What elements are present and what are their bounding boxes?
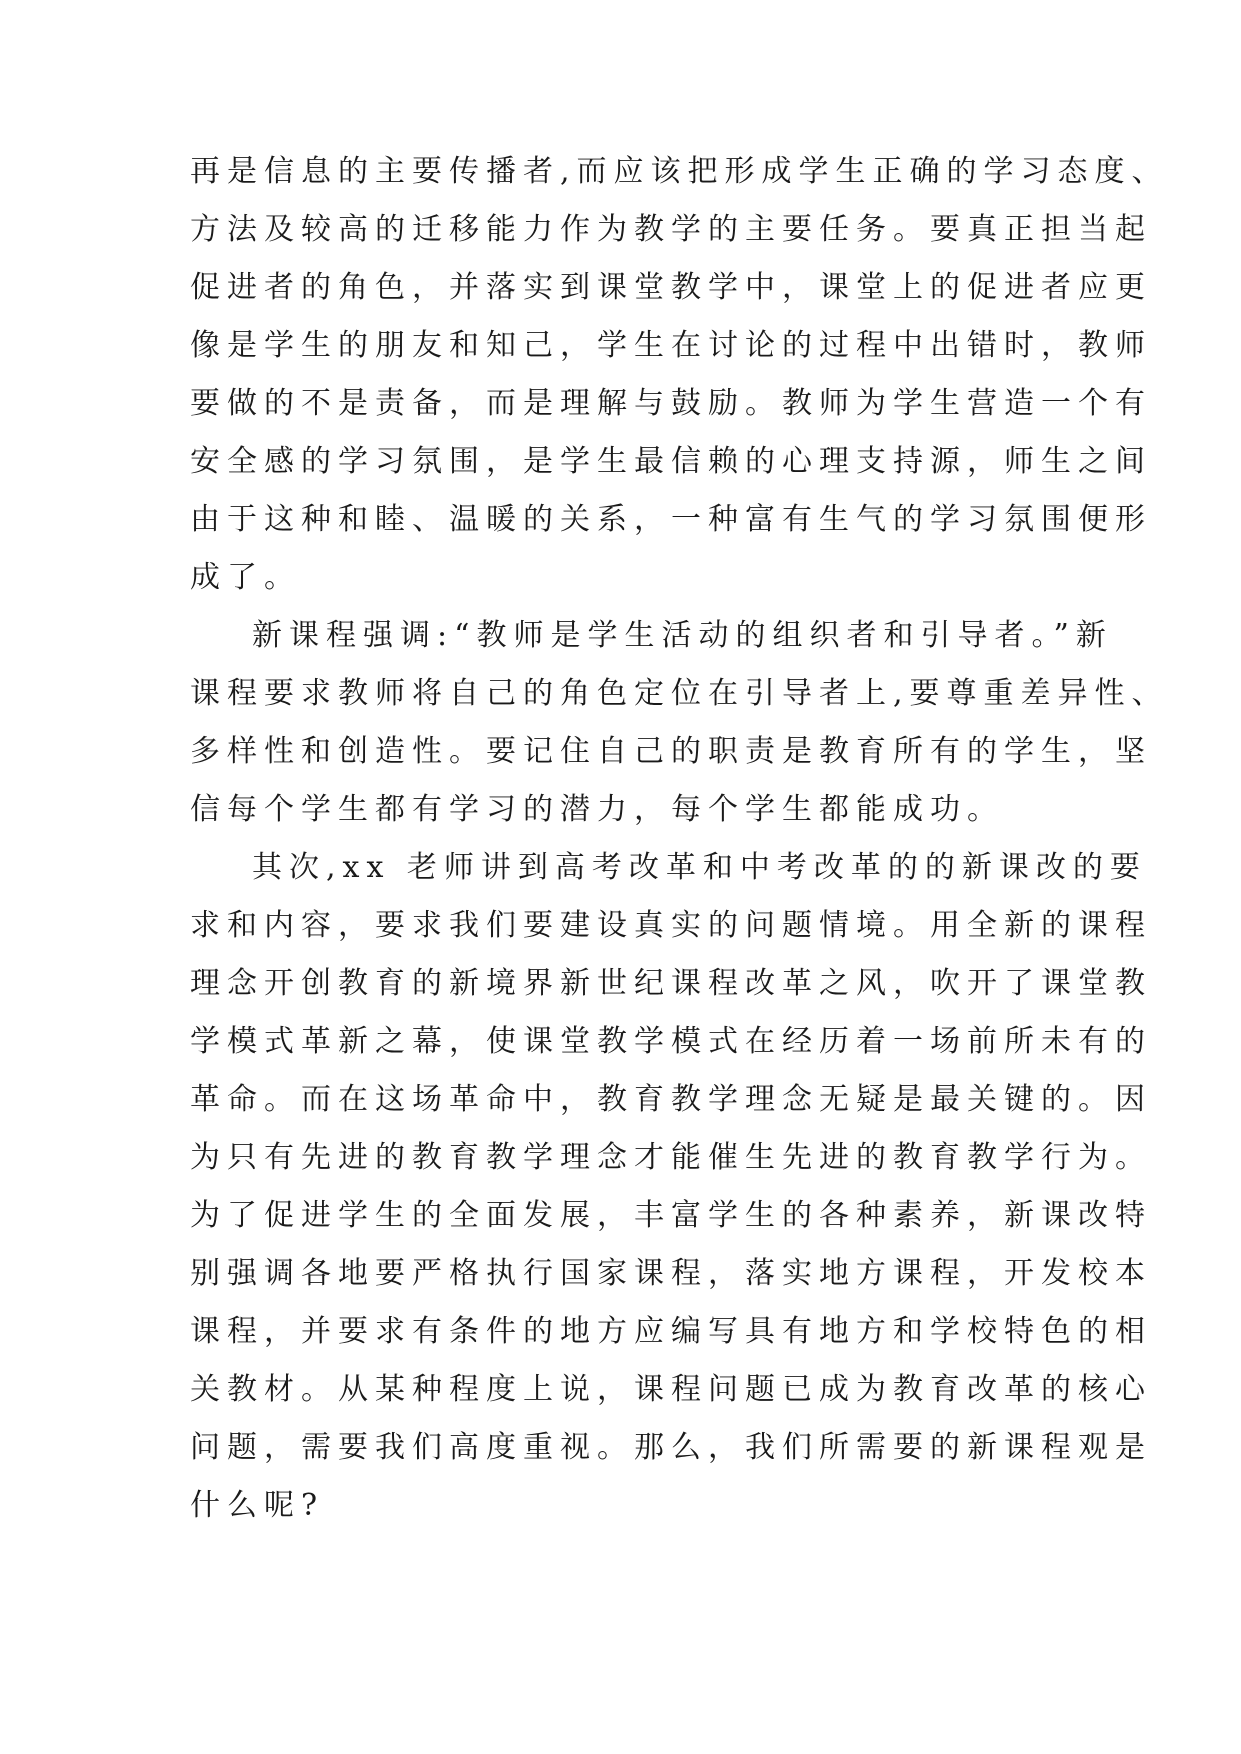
text-line: 像是学生的朋友和知己，学生在讨论的过程中出错时，教师 <box>190 328 1152 363</box>
text-line: 成了。 <box>190 560 301 595</box>
text-line: 要做的不是责备，而是理解与鼓励。教师为学生营造一个有 <box>190 386 1152 421</box>
text-line: 关教材。从某种程度上说，课程问题已成为教育改革的核心 <box>190 1372 1152 1407</box>
text-line: 信每个学生都有学习的潜力，每个学生都能成功。 <box>190 792 1004 827</box>
text-line: 安全感的学习氛围，是学生最信赖的心理支持源，师生之间 <box>190 444 1152 479</box>
text-line: 方法及较高的迁移能力作为教学的主要任务。要真正担当起 <box>190 212 1152 247</box>
paragraph-first-line: 新课程强调:“教师是学生活动的组织者和引导者。”新 <box>252 618 1113 653</box>
text-line: 别强调各地要严格执行国家课程，落实地方课程，开发校本 <box>190 1256 1152 1291</box>
text-line: 再是信息的主要传播者,而应该把形成学生正确的学习态度、 <box>190 154 1169 189</box>
text-line: 由于这种和睦、温暖的关系，一种富有生气的学习氛围便形 <box>190 502 1152 537</box>
text-line: 理念开创教育的新境界新世纪课程改革之风，吹开了课堂教 <box>190 966 1152 1001</box>
text-line: 课程，并要求有条件的地方应编写具有地方和学校特色的相 <box>190 1314 1152 1349</box>
text-line: 革命。而在这场革命中，教育教学理念无疑是最关键的。因 <box>190 1082 1152 1117</box>
text-line: 求和内容，要求我们要建设真实的问题情境。用全新的课程 <box>190 908 1152 943</box>
text-line: 问题，需要我们高度重视。那么，我们所需要的新课程观是 <box>190 1430 1152 1465</box>
text-line: 多样性和创造性。要记住自己的职责是教育所有的学生，坚 <box>190 734 1152 769</box>
text-line: 课程要求教师将自己的角色定位在引导者上,要尊重差异性、 <box>190 676 1169 711</box>
paragraph-first-line: 其次,xx 老师讲到高考改革和中考改革的的新课改的要 <box>252 850 1147 885</box>
text-line: 为了促进学生的全面发展，丰富学生的各种素养，新课改特 <box>190 1198 1152 1233</box>
text-line: 为只有先进的教育教学理念才能催生先进的教育教学行为。 <box>190 1140 1152 1175</box>
text-line: 什么呢? <box>190 1488 325 1523</box>
text-line: 促进者的角色，并落实到课堂教学中，课堂上的促进者应更 <box>190 270 1152 305</box>
text-line: 学模式革新之幕，使课堂教学模式在经历着一场前所未有的 <box>190 1024 1152 1059</box>
